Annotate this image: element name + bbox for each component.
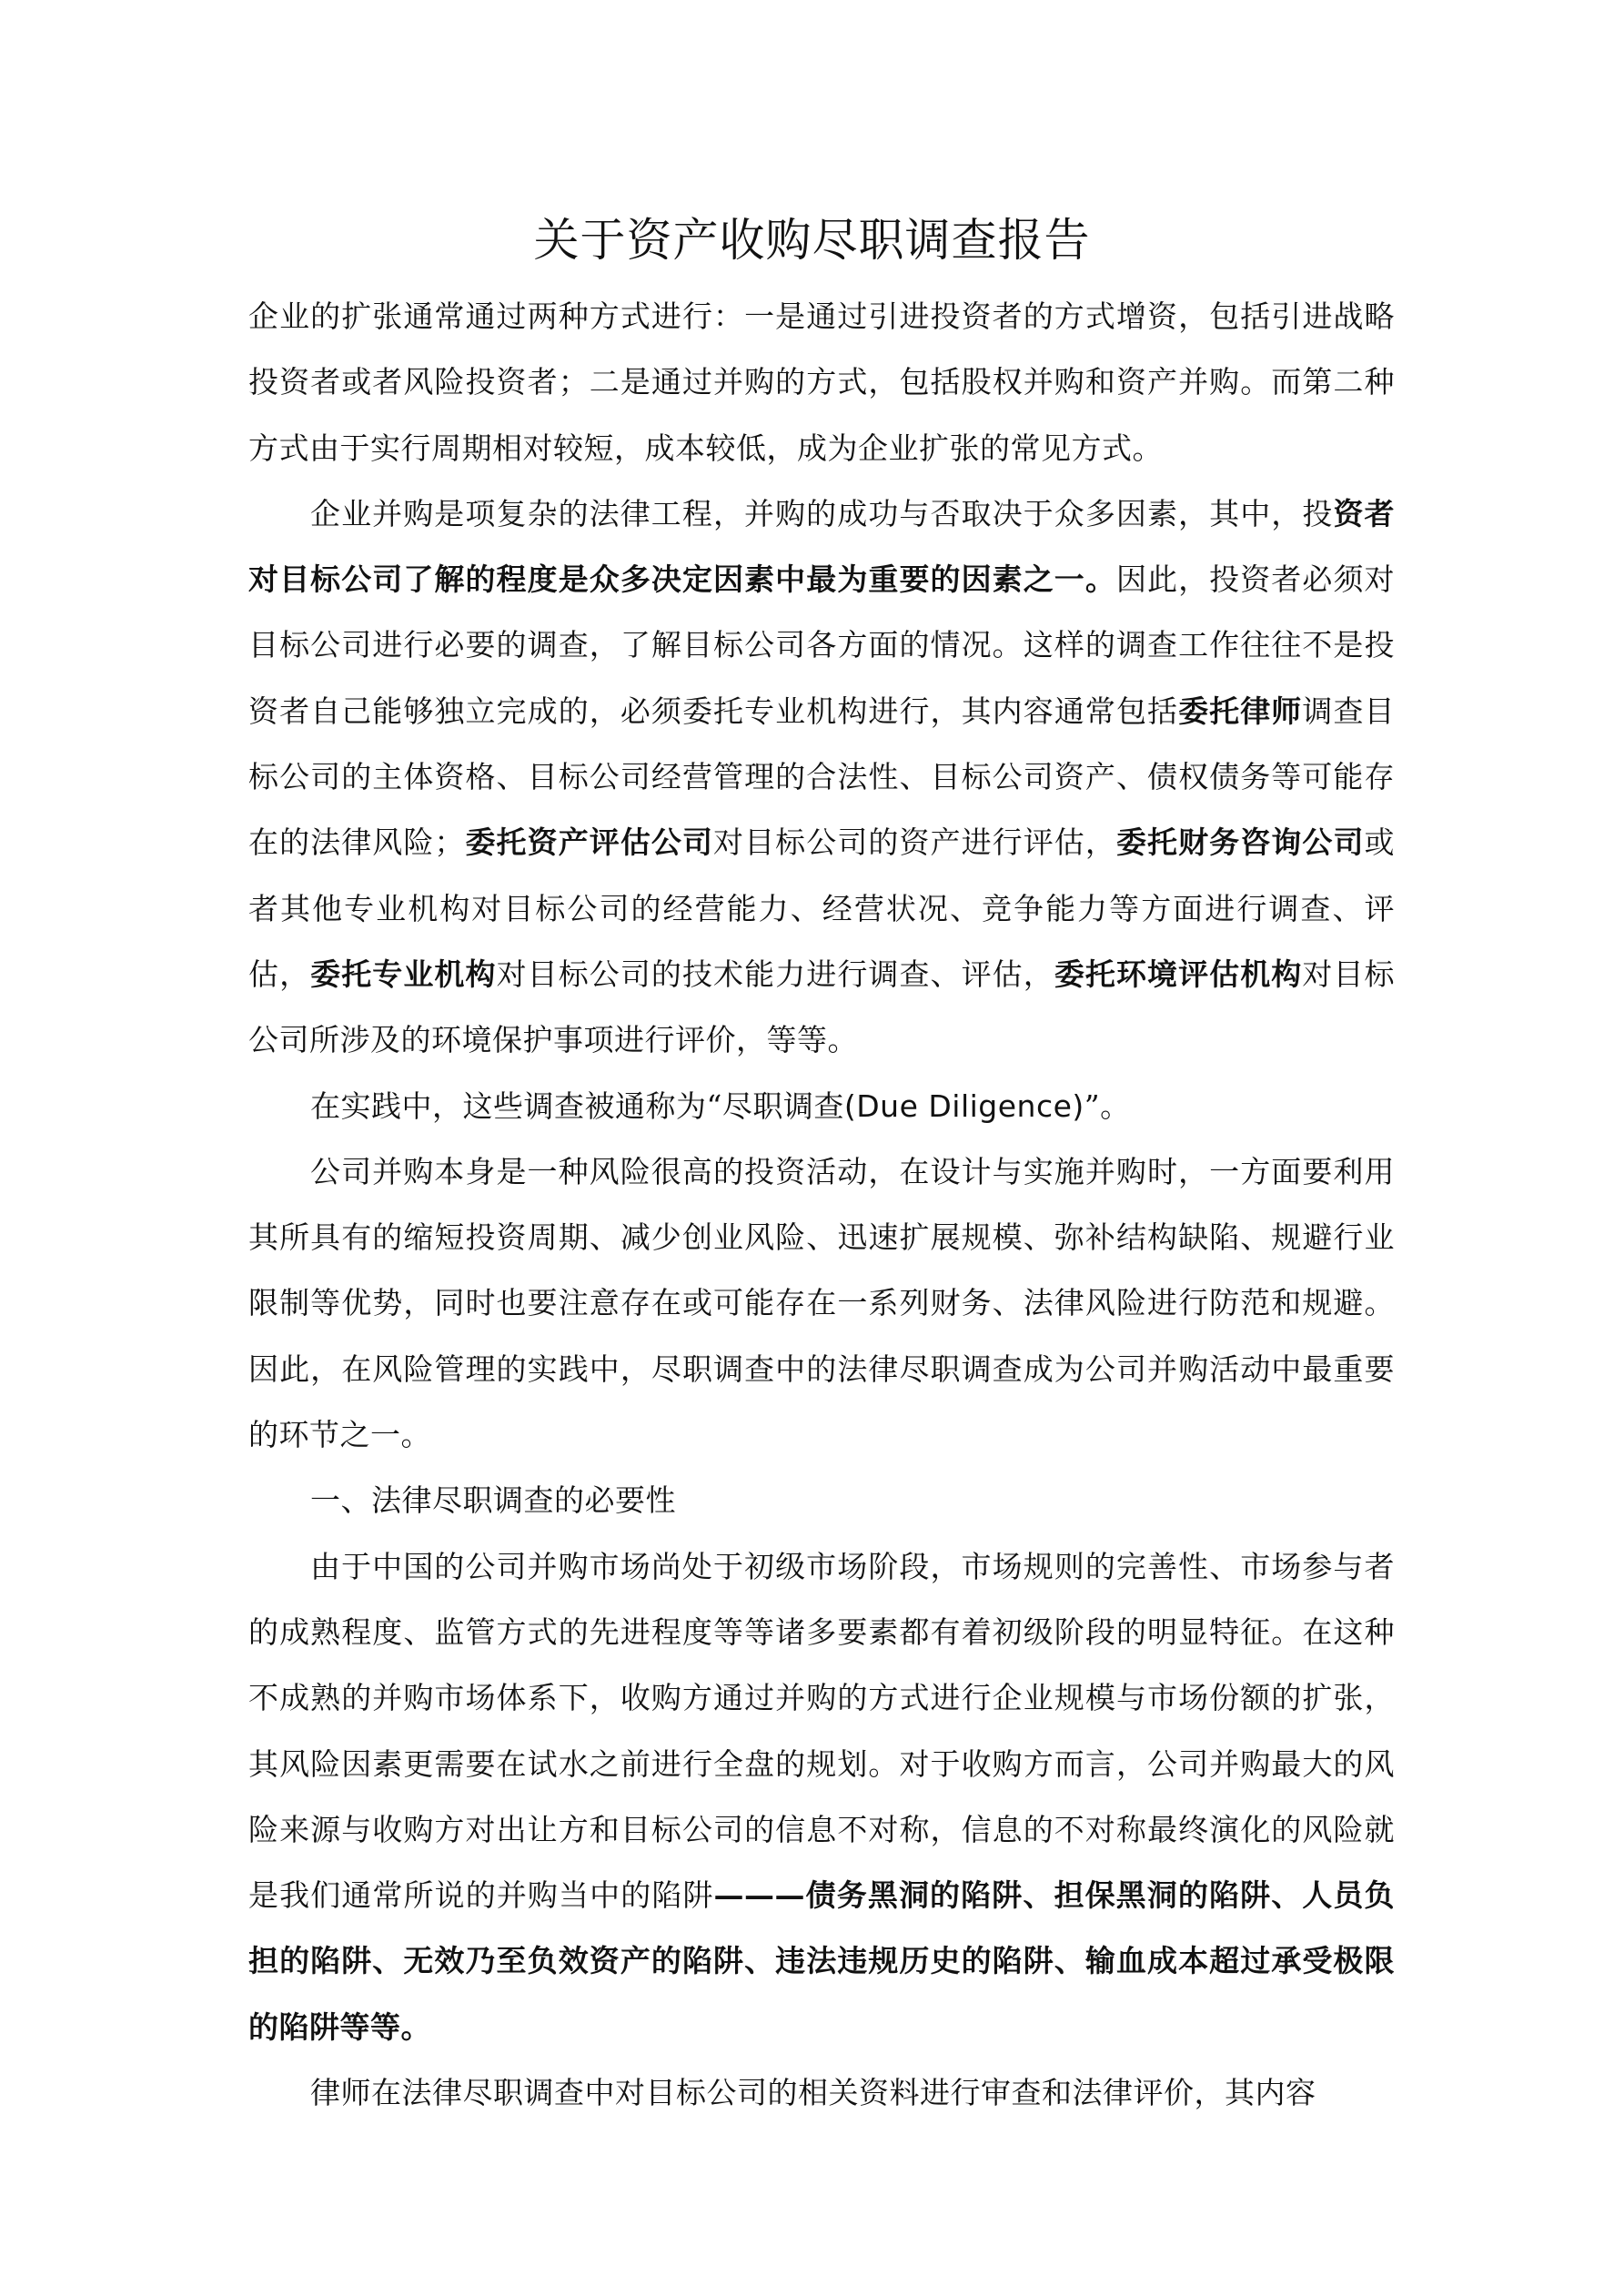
bold-emphasis: 委托环境评估机构 <box>1054 956 1303 992</box>
text-span: 或者其他专业机构对目标公司的经营能力、经营状况、竞争能力等方面进行调查、评估， <box>248 824 1396 992</box>
latin-term: (Due Diligence) <box>843 1087 1084 1124</box>
document-title: 关于资产收购尽职调查报告 <box>533 214 1091 267</box>
text-span: 对目标公司所涉及的环境保护事项进行评价，等等。 <box>248 956 1396 1058</box>
paragraph-due-diligence-scope <box>248 481 1395 1074</box>
paragraph-lawyer-review: 律师在法律尽职调查中对目标公司的相关资料进行审查和法律评价，其内容 <box>310 2075 1316 2111</box>
paragraph-intro: 企业的扩张通常通过两种方式进行：一是通过引进投资者的方式增资，包括引进战略投资者或者风险投资者；二是通过并购的方式，包括股权并购和资产并购。而第二种方式由于实行周期相对较短，成本较低，成为企业扩张的常见方式。 <box>248 298 1395 466</box>
bold-emphasis: ———债务黑洞的陷阱、担保黑洞的陷阱、人员负担的陷阱、无效乃至负效资产的陷阱、违法违规历史的陷阱、输血成本超过承受极限的陷阱等等。 <box>248 1877 1396 2045</box>
text-span: 对目标公司的资产进行评估， <box>713 824 1116 861</box>
document-body <box>248 284 1395 2126</box>
text-span: ”。 <box>1084 1087 1131 1124</box>
text-span: 因此，投资者必须对目标公司进行必要的调查，了解目标公司各方面的情况。这样的调查工作往往不是投资者自己能够独立完成的，必须委托专业机构进行，其内容通常包括 <box>248 561 1396 729</box>
text-span: 企业并购是项复杂的法律工程，并购的成功与否取决于众多因素，其中，投 <box>310 495 1334 531</box>
text-span: 对目标公司的技术能力进行调查、评估， <box>496 956 1054 992</box>
bold-emphasis: 委托资产评估公司 <box>464 824 714 861</box>
bold-emphasis: 委托专业机构 <box>310 956 497 992</box>
text-span: 在实践中，这些调查被通称为“尽职调查 <box>310 1087 844 1124</box>
text-span: 由于中国的公司并购市场尚处于初级市场阶段，市场规则的完善性、市场参与者的成熟程度、监管方式的先进程度等等诸多要素都有着初级阶段的明显特征。在这种不成熟的并购市场体系下，收购方通过并购的方式进行企业规模与市场份额的扩张，其风险因素更需要在试水之前进行全盘的规划。对于收购方而言，公司并购最大的风险来源与收购方对出让方和目标公司的信息不对称，信息的不对称最终演化的风险就是我们通常所说的并购当中的陷阱 <box>248 1548 1395 1914</box>
paragraph-market-traps <box>248 1534 1395 2060</box>
paragraph-risk: 公司并购本身是一种风险很高的投资活动，在设计与实施并购时，一方面要利用其所具有的缩短投资周期、减少创业风险、迅速扩展规模、弥补结构缺陷、规避行业限制等优势，同时也要注意存在或可能存在一系列财务、法律风险进行防范和规避。因此，在风险管理的实践中，尽职调查中的法律尽职调查成为公司并购活动中最重要的环节之一。 <box>248 1153 1395 1453</box>
paragraph-due-diligence-term <box>248 1074 1395 1139</box>
bold-emphasis: 委托律师 <box>1178 693 1303 729</box>
bold-emphasis: 资者对目标公司了解的程度是众多决定因素中最为重要的因素之一。 <box>248 495 1396 598</box>
text-span: 调查目标公司的主体资格、目标公司经营管理的合法性、目标公司资产、债权债务等可能存在的法律风险； <box>248 693 1396 861</box>
section-heading-necessity: 一、法律尽职调查的必要性 <box>310 1482 676 1519</box>
bold-emphasis: 委托财务咨询公司 <box>1115 824 1365 861</box>
